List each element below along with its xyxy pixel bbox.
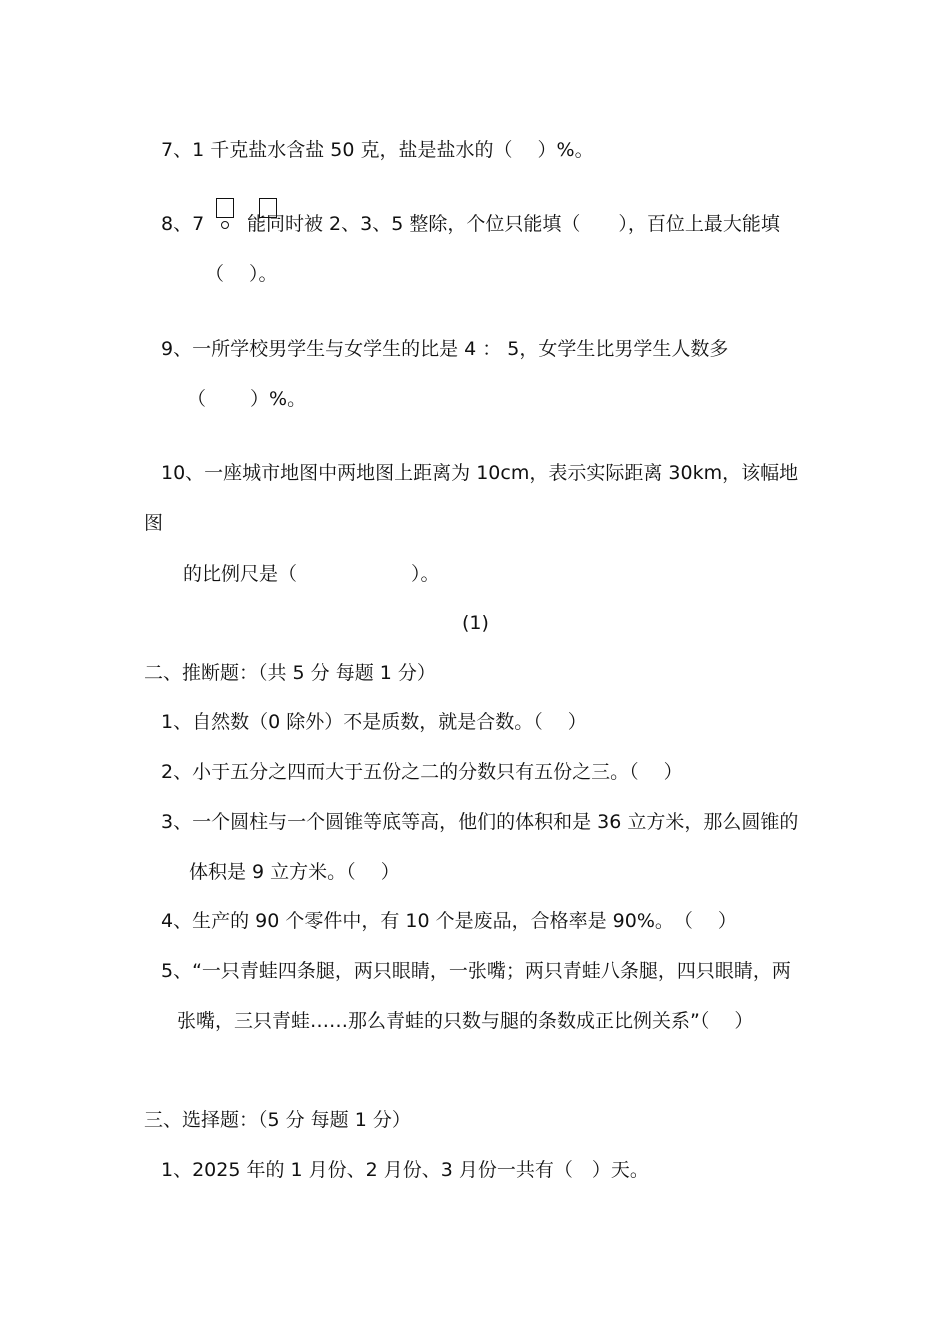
judge-item-4: 4、生产的 90 个零件中，有 10 个是废品，合格率是 90%。 （ ）	[161, 910, 737, 932]
digit-circle	[221, 221, 229, 229]
question-9: 9、一所学校男学生与女学生的比是 4 ： 5，女学生比男学生人数多	[161, 338, 729, 360]
question-10-wrap: 图	[144, 512, 164, 534]
question-8-continuation: （ ）。	[205, 263, 278, 285]
judge-item-1: 1、自然数（0 除外）不是质数，就是合数。（ ）	[161, 711, 587, 733]
question-10-continuation: 的比例尺是（ ）。	[183, 563, 440, 585]
section-heading-choice: 三、选择题：（5 分 每题 1 分）	[144, 1109, 411, 1131]
choice-item-1: 1、2025 年的 1 月份、2 月份、3 月份一共有（ ）天。	[161, 1159, 649, 1181]
page-marker: (1)	[462, 612, 489, 634]
judge-item-3-continuation: 体积是 9 立方米。（ ）	[189, 861, 400, 883]
digit-box-hundreds	[216, 198, 234, 218]
question-7: 7、1 千克盐水含盐 50 克，盐是盐水的（ ）%。	[161, 139, 594, 161]
question-8-number: 8、7	[161, 213, 205, 235]
judge-item-5-continuation: 张嘴，三只青蛙……那么青蛙的只数与腿的条数成正比例关系”（ ）	[177, 1010, 754, 1032]
question-10: 10、一座城市地图中两地图上距离为 10cm，表示实际距离 30km，该幅地	[161, 462, 799, 484]
judge-item-3: 3、一个圆柱与一个圆锥等底等高，他们的体积和是 36 立方米，那么圆锥的	[161, 811, 799, 833]
judge-item-2: 2、小于五分之四而大于五份之二的分数只有五份之三。（ ）	[161, 761, 683, 783]
question-9-continuation: （ ）%。	[187, 388, 307, 410]
judge-item-5: 5、“一只青蛙四条腿，两只眼睛，一张嘴；两只青蛙八条腿，四只眼睛，两	[161, 960, 791, 982]
section-heading-judge: 二、推断题：（共 5 分 每题 1 分）	[144, 662, 436, 684]
question-8-text: 能同时被 2、3、5 整除，个位只能填（ ），百位上最大能填	[247, 213, 780, 235]
